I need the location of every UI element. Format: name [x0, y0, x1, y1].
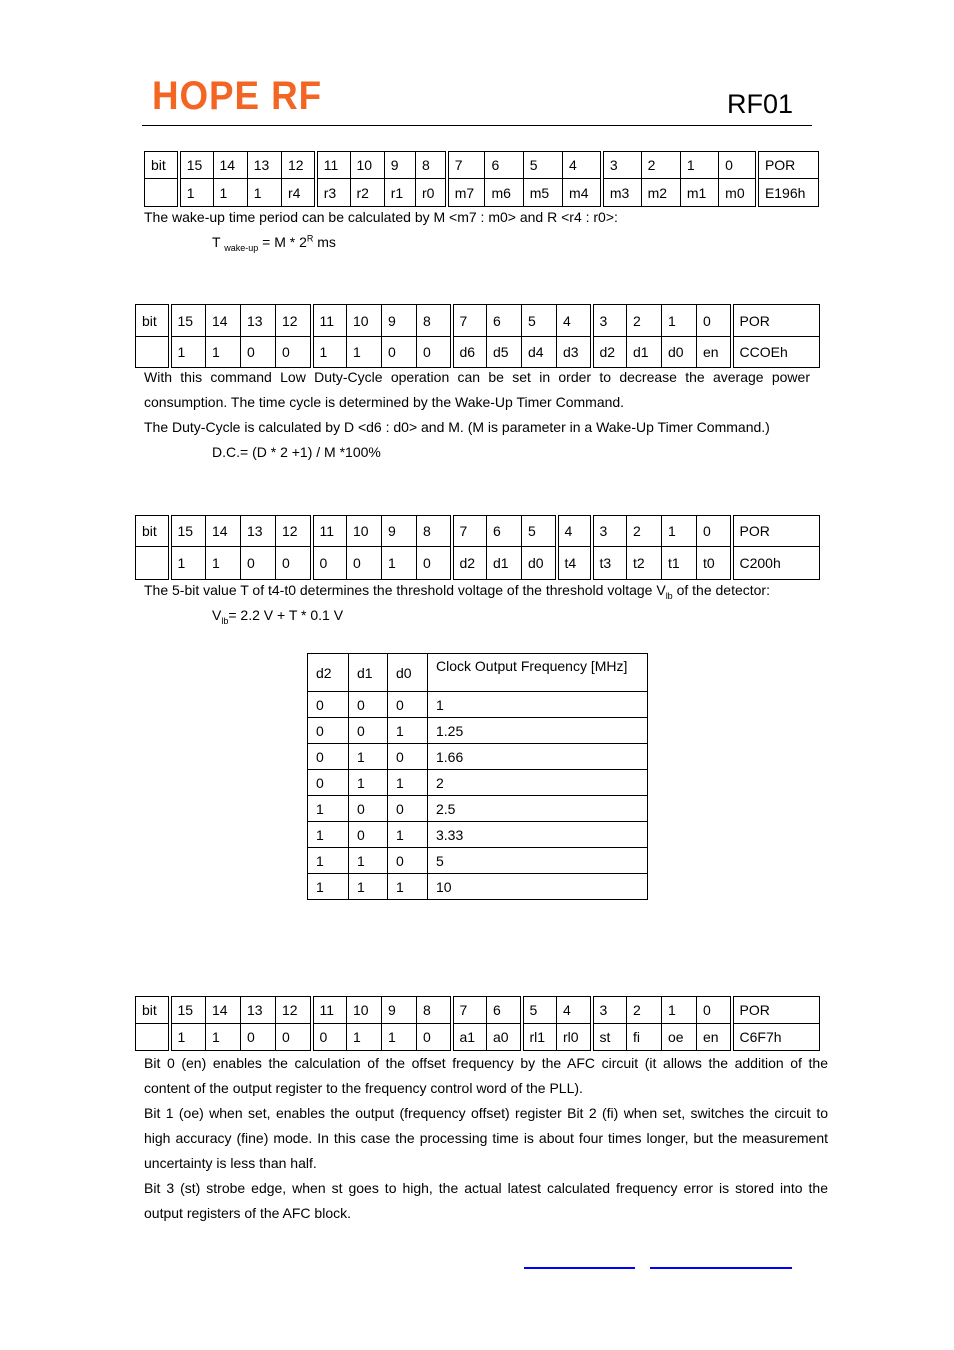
bit-cell: r2 [350, 179, 384, 207]
bit-cell: 0 [697, 516, 732, 547]
bit-cell: 4 [557, 997, 592, 1024]
bit-cell: d2 [452, 547, 487, 580]
table-cell: 1 [349, 770, 388, 796]
bit-cell: 9 [382, 997, 417, 1024]
table-cell: 3.33 [428, 822, 648, 848]
table-cell: 0 [308, 770, 349, 796]
bit-cell: 1 [206, 337, 241, 368]
bit-cell: 7 [452, 516, 487, 547]
bit-cell: 4 [563, 152, 602, 179]
clock-table-header-cell: d1 [349, 654, 388, 692]
bit-cell: en [697, 1024, 732, 1051]
bit-cell: t2 [627, 547, 662, 580]
bit-cell: 6 [485, 152, 523, 179]
bit-cell: 1 [206, 1024, 241, 1051]
table-cell: 0 [349, 718, 388, 744]
bit-cell: 0 [347, 547, 382, 580]
afc-bit3-description-line2: output registers of the AFC block. [144, 1205, 351, 1221]
threshold-formula: $V_{lb}= 2.2$ V + T * 0.1 V [212, 607, 344, 626]
bit-cell: 15 [179, 152, 213, 179]
table-cell: 0 [349, 796, 388, 822]
footer-link-1[interactable] [524, 1267, 635, 1269]
table-cell: 0 [308, 718, 349, 744]
table-cell: 0 [349, 692, 388, 718]
duty-cycle-formula: D.C.= (D * 2 +1) / M *100% [212, 444, 381, 460]
bit-cell: 1 [312, 337, 347, 368]
bit-cell: 14 [206, 516, 241, 547]
bit-cell: 14 [206, 305, 241, 337]
bit-cell: t3 [592, 547, 627, 580]
duty-cycle-description-line2: consumption. The time cycle is determined by the Wake-Up Timer Command. [144, 394, 625, 410]
table-row [308, 744, 648, 770]
bit-cell: 3 [592, 305, 627, 337]
bit-cell: 8 [415, 152, 446, 179]
bit-cell: 0 [382, 337, 417, 368]
bit-cell: 10 [347, 516, 382, 547]
bit-label-cell: bit [145, 152, 179, 179]
bit-cell: m2 [641, 179, 680, 207]
table-cell: 1 [308, 874, 349, 900]
bit-cell: 15 [170, 997, 206, 1024]
table-cell: 0 [388, 796, 428, 822]
bit-cell: en [697, 337, 732, 368]
bit-cell: 0 [312, 1024, 347, 1051]
bit-cell: 2 [627, 305, 662, 337]
bit-cell: 14 [206, 997, 241, 1024]
bit-label-cell: bit [136, 997, 170, 1024]
bit-cell: 11 [316, 152, 350, 179]
bit-cell: 13 [241, 997, 276, 1024]
bit-cell: 1 [206, 547, 241, 580]
empty-cell [136, 1024, 170, 1051]
bit-cell: 13 [241, 516, 276, 547]
document-title: RF01 [727, 89, 794, 119]
bit-cell: 3 [602, 152, 641, 179]
table-row [308, 770, 648, 796]
bit-label-cell: bit [136, 516, 170, 547]
bit-cell: 0 [417, 1024, 452, 1051]
table-row [308, 718, 648, 744]
bit-cell: t0 [697, 547, 732, 580]
bit-cell: 6 [487, 305, 522, 337]
table-cell: 10 [428, 874, 648, 900]
footer-link-2[interactable] [650, 1267, 792, 1269]
bit-cell: 4 [557, 305, 592, 337]
empty-cell [136, 337, 170, 368]
bit-cell: 1 [170, 1024, 206, 1051]
table-cell: 1 [388, 770, 428, 796]
bit-cell: 1 [170, 547, 206, 580]
bit-cell: 0 [719, 152, 757, 179]
bit-value-row [136, 1024, 820, 1051]
bit-cell: 11 [312, 516, 347, 547]
table-row [308, 874, 648, 900]
bit-cell: 5 [522, 997, 557, 1024]
duty-cycle-calculation-text: The Duty-Cycle is calculated by D <d6 : d0> and M. (M is parameter in a Wake-Up Timer Command.) [144, 419, 770, 435]
bit-cell: d0 [662, 337, 697, 368]
bit-cell: 10 [350, 152, 384, 179]
bit-cell: t4 [557, 547, 592, 580]
bit-cell: 0 [417, 337, 452, 368]
bit-cell: 0 [241, 547, 276, 580]
bit-cell: m5 [523, 179, 562, 207]
table-cell: 1 [388, 718, 428, 744]
por-cell: C6F7h [732, 1024, 820, 1051]
bit-cell: d6 [452, 337, 487, 368]
table-cell: 2.5 [428, 796, 648, 822]
bit-cell: 1 [247, 179, 281, 207]
bit-cell: 5 [522, 516, 557, 547]
bit-number-row [136, 516, 820, 547]
afc-bit1-description-line2: high accuracy (fine) mode. In this case the processing time is about four times longer, but the measurement [144, 1130, 828, 1146]
bit-cell: d0 [522, 547, 557, 580]
bit-cell: 1 [347, 337, 382, 368]
bit-label-cell: bit [136, 305, 170, 337]
table-cell: 0 [308, 744, 349, 770]
bit-cell: 12 [276, 516, 312, 547]
duty-cycle-register-table [135, 304, 820, 368]
bit-cell: r3 [316, 179, 350, 207]
bit-cell: 1 [662, 305, 697, 337]
clock-output-frequency-table [307, 653, 648, 900]
bit-cell: 6 [487, 516, 522, 547]
bit-cell: 2 [641, 152, 680, 179]
bit-cell: 1 [170, 337, 206, 368]
table-cell: 1 [388, 874, 428, 900]
table-cell: 2 [428, 770, 648, 796]
afc-bit3-description-line1: Bit 3 (st) strobe edge, when st goes to high, the actual latest calculated frequency error is stored into the [144, 1180, 828, 1196]
bit-cell: 10 [347, 305, 382, 337]
bit-cell: t1 [662, 547, 697, 580]
bit-cell: 11 [312, 305, 347, 337]
bit-cell: 8 [417, 516, 452, 547]
bit-cell: 0 [697, 305, 732, 337]
clock-table-header-cell: d0 [388, 654, 428, 692]
bit-cell: d1 [627, 337, 662, 368]
por-cell: POR [757, 152, 819, 179]
table-cell: 0 [308, 692, 349, 718]
wakeup-timer-register-table [144, 151, 819, 207]
bit-cell: fi [627, 1024, 662, 1051]
bit-cell: 8 [417, 305, 452, 337]
table-row [308, 796, 648, 822]
header-divider [142, 125, 812, 126]
por-cell: CCOEh [732, 337, 820, 368]
bit-number-row [136, 997, 820, 1024]
bit-cell: d2 [592, 337, 627, 368]
por-cell: POR [732, 305, 820, 337]
bit-cell: 13 [241, 305, 276, 337]
table-cell: 1.66 [428, 744, 648, 770]
bit-cell: 15 [170, 305, 206, 337]
low-battery-detector-register-table [135, 515, 820, 580]
bit-cell: d5 [487, 337, 522, 368]
por-cell: POR [732, 516, 820, 547]
bit-cell: 0 [241, 1024, 276, 1051]
afc-bit0-description-line1: Bit 0 (en) enables the calculation of the offset frequency by the AFC circuit (it allows the addition of the [144, 1055, 828, 1071]
bit-cell: st [592, 1024, 627, 1051]
bit-cell: 4 [557, 516, 592, 547]
bit-cell: 3 [592, 516, 627, 547]
bit-cell: d4 [522, 337, 557, 368]
bit-cell: r1 [384, 179, 415, 207]
table-cell: 1 [428, 692, 648, 718]
table-cell: 0 [388, 692, 428, 718]
table-row [308, 822, 648, 848]
bit-cell: d3 [557, 337, 592, 368]
bit-cell: 1 [382, 547, 417, 580]
afc-bit1-description-line1: Bit 1 (oe) when set, enables the output (frequency offset) register Bit 2 (fi) when set, switches the circuit to [144, 1105, 828, 1121]
por-cell: POR [732, 997, 820, 1024]
clock-table-header-row [308, 654, 648, 692]
bit-cell: r0 [415, 179, 446, 207]
bit-cell: 0 [697, 997, 732, 1024]
bit-number-row [136, 305, 820, 337]
bit-cell: 1 [680, 152, 718, 179]
table-cell: 0 [388, 744, 428, 770]
bit-cell: 9 [382, 516, 417, 547]
table-cell: 0 [388, 848, 428, 874]
bit-cell: m1 [680, 179, 718, 207]
bit-cell: a1 [452, 1024, 487, 1051]
duty-cycle-description-line1: With this command Low Duty-Cycle operation can be set in order to decrease the average power [144, 369, 810, 385]
clock-table-header-cell: Clock Output Frequency [MHz] [428, 654, 648, 692]
bit-cell: 1 [662, 516, 697, 547]
bit-cell: rl0 [557, 1024, 592, 1051]
bit-cell: 0 [417, 547, 452, 580]
table-cell: 1 [308, 796, 349, 822]
bit-cell: 10 [347, 997, 382, 1024]
bit-cell: 5 [522, 305, 557, 337]
bit-number-row [145, 152, 819, 179]
bit-cell: 5 [523, 152, 562, 179]
bit-cell: 13 [247, 152, 281, 179]
empty-cell [145, 179, 179, 207]
table-cell: 1 [388, 822, 428, 848]
bit-cell: a0 [487, 1024, 522, 1051]
bit-cell: 2 [627, 997, 662, 1024]
bit-cell: 0 [241, 337, 276, 368]
bit-cell: 9 [382, 305, 417, 337]
table-cell: 1.25 [428, 718, 648, 744]
table-cell: 1 [308, 848, 349, 874]
bit-cell: m7 [447, 179, 485, 207]
table-cell: 1 [308, 822, 349, 848]
bit-value-row [136, 547, 820, 580]
bit-cell: 12 [276, 305, 312, 337]
bit-cell: m0 [719, 179, 757, 207]
table-cell: 0 [349, 822, 388, 848]
bit-cell: 7 [452, 997, 487, 1024]
wakeup-formula: T $_{wake-up} = M * 2^R$ ms [212, 233, 336, 253]
bit-cell: 3 [592, 997, 627, 1024]
bit-cell: 2 [627, 516, 662, 547]
bit-cell: 1 [382, 1024, 417, 1051]
bit-cell: 11 [312, 997, 347, 1024]
bit-cell: d1 [487, 547, 522, 580]
bit-cell: 6 [487, 997, 522, 1024]
bit-cell: oe [662, 1024, 697, 1051]
bit-cell: 0 [312, 547, 347, 580]
table-cell: 1 [349, 874, 388, 900]
bit-cell: r4 [282, 179, 316, 207]
wakeup-description: The wake-up time period can be calculated by M <m7 : m0> and R <r4 : r0>: [144, 209, 618, 225]
afc-bit0-description-line2: content of the output register to the frequency control word of the PLL). [144, 1080, 583, 1096]
afc-register-table [135, 996, 820, 1051]
bit-cell: 9 [384, 152, 415, 179]
company-logo: HOPE RF [152, 74, 323, 118]
bit-cell: 0 [276, 337, 312, 368]
bit-cell: m3 [602, 179, 641, 207]
bit-cell: 12 [282, 152, 316, 179]
bit-cell: 14 [213, 152, 247, 179]
bit-cell: 12 [276, 997, 312, 1024]
por-cell: E196h [757, 179, 819, 207]
bit-value-row [136, 337, 820, 368]
table-row [308, 692, 648, 718]
bit-cell: 1 [662, 997, 697, 1024]
bit-cell: 1 [179, 179, 213, 207]
table-row [308, 848, 648, 874]
bit-cell: 7 [447, 152, 485, 179]
por-cell: C200h [732, 547, 820, 580]
bit-cell: 0 [276, 1024, 312, 1051]
bit-cell: 7 [452, 305, 487, 337]
bit-cell: 8 [417, 997, 452, 1024]
bit-value-row [145, 179, 819, 207]
threshold-description: The 5-bit value T of t4-t0 determines the threshold voltage of the threshold voltage $V_{lb}$ of the detector: [144, 582, 770, 601]
table-cell: 1 [349, 744, 388, 770]
table-cell: 1 [349, 848, 388, 874]
bit-cell: 1 [213, 179, 247, 207]
clock-table-header-cell: d2 [308, 654, 349, 692]
bit-cell: 15 [170, 516, 206, 547]
bit-cell: rl1 [522, 1024, 557, 1051]
table-cell: 5 [428, 848, 648, 874]
afc-bit1-description-line3: uncertainty is less than half. [144, 1155, 317, 1171]
bit-cell: m4 [563, 179, 602, 207]
empty-cell [136, 547, 170, 580]
bit-cell: 0 [276, 547, 312, 580]
bit-cell: m6 [485, 179, 523, 207]
bit-cell: 1 [347, 1024, 382, 1051]
